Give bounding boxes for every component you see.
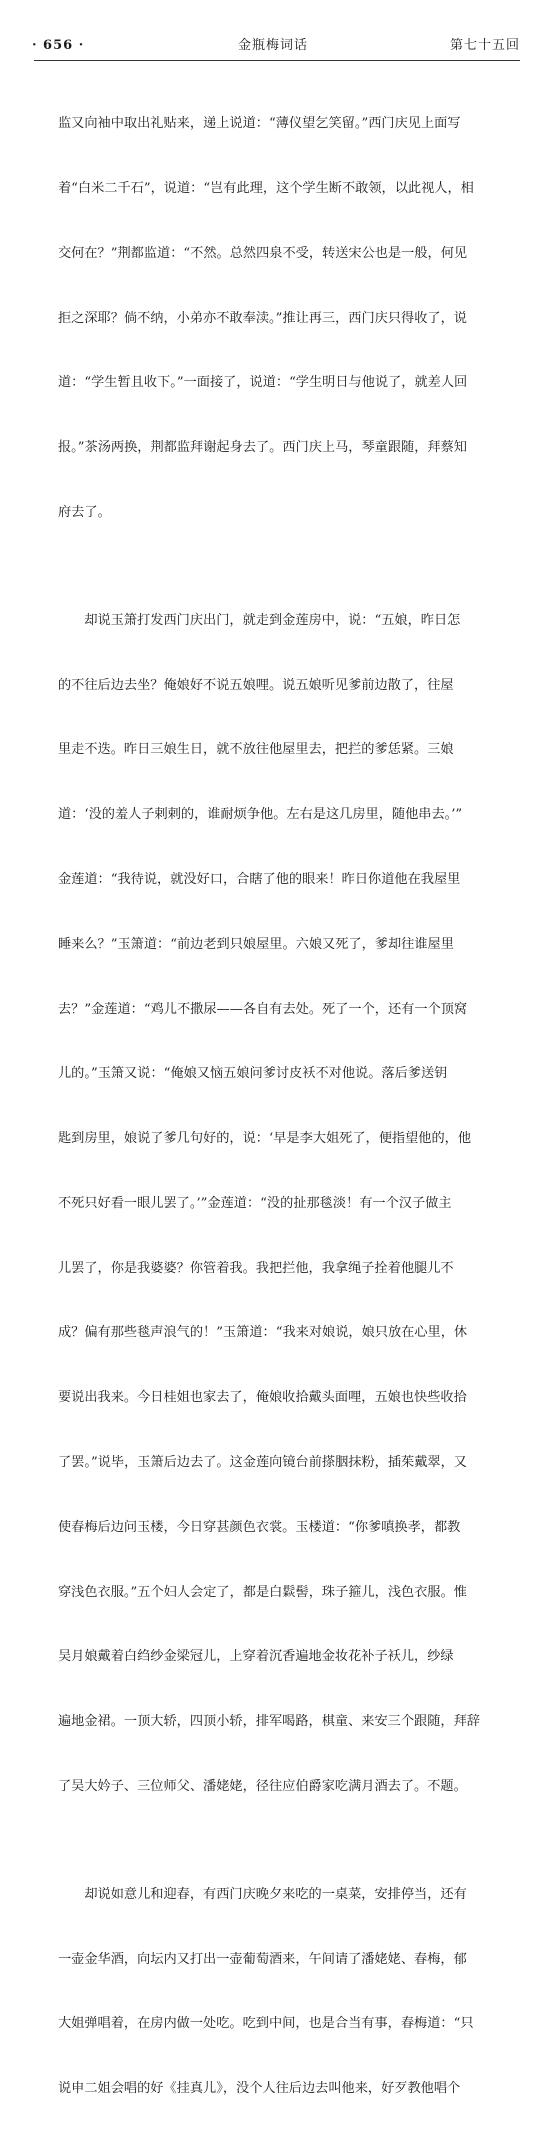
- text-line: 报。”茶汤两换，荆都监拜谢起身去了。西门庆上马，琴童跟随，拜蔡知: [58, 440, 467, 456]
- book-title: 金瓶梅词话: [237, 38, 308, 53]
- text-line: 吴月娘戴着白绉纱金梁冠儿，上穿着沉香遍地金妆花补子袄儿，纱绿: [58, 1649, 454, 1665]
- text-line: 的不往后边去坐？俺娘好不说五娘哩。说五娘听见爹前边散了，往屋: [58, 677, 454, 693]
- text-line: 着“白米二千石”，说道：“岂有此理，这个学生断不敢领，以此视人，相: [58, 180, 474, 196]
- text-line: 却说如意儿和迎春，有西门庆晚夕来吃的一桌菜，安排停当，还有: [58, 1886, 467, 1902]
- chapter-title: 第七十五回: [449, 38, 520, 53]
- paragraph-1: [58, 70, 506, 567]
- text-line: 睡来么？”玉箫道：“前边老到只娘屋里。六娘又死了，爹却往谁屋里: [58, 936, 454, 952]
- text-line: 说申二姐会唱的好《挂真儿》，没个人往后边去叫他来，好歹教他唱个: [58, 2081, 461, 2097]
- text-line: 道：‘没的羞人子剌剌的，谁耐烦争他。左右是这几房里，随他串去。’”: [58, 807, 463, 823]
- paragraph-3: [58, 1841, 506, 2143]
- text-line: 里走不迭。昨日三娘生日，就不放往他屋里去，把拦的爹恁紧。三娘: [58, 742, 454, 758]
- page-header: [26, 36, 520, 58]
- text-line: 穿浅色衣服。”五个妇人会定了，都是白鬏髻，珠子箍儿，浅色衣服。惟: [58, 1584, 467, 1600]
- text-line: 监又向袖中取出礼贴来，递上说道：“薄仪望乞笑留。”西门庆见上面写: [58, 116, 461, 132]
- text-line: 匙到房里，娘说了爹几句好的，说：‘早是李大姐死了，便指望他的，他: [58, 1131, 472, 1147]
- text-line: 交何在？”荆都监道：“不然。总然四泉不受，转送宋公也是一般，何见: [58, 245, 468, 261]
- text-line: 道：“学生暂且收下。”一面接了，说道：“学生明日与他说了，就差人回: [58, 375, 468, 391]
- body-text: [58, 70, 506, 2143]
- page-number: · 656 ·: [32, 38, 85, 53]
- text-line: 不死只好看一眼儿罢了。’”金莲道：“没的扯那毯淡！有一个汉子做主: [58, 1195, 452, 1211]
- text-line: 去？”金莲道：“鸡儿不撒尿——各自有去处。死了一个，还有一个顶窝: [58, 1001, 468, 1017]
- text-line: 要说出我来。今日桂姐也家去了，俺娘收拾戴头面哩，五娘也快些收拾: [58, 1390, 467, 1406]
- text-line: 拒之深耶？倘不纳，小弟亦不敢奉渎。”推让再三，西门庆只得收了，说: [58, 310, 467, 326]
- text-line: 一壶金华酒，向坛内又打出一壶葡萄酒来，午间请了潘姥姥、春梅，郁: [58, 1951, 467, 1967]
- text-line: 却说玉箫打发西门庆出门，就走到金莲房中，说：“五娘，昨日怎: [58, 612, 461, 628]
- text-line: 使春梅后边问玉楼，今日穿甚颜色衣裳。玉楼道：“你爹嗔换孝，都教: [58, 1519, 461, 1535]
- text-line: 了罢。”说毕，玉箫后边去了。这金莲向镜台前搽胭抹粉，插茱戴翠，又: [58, 1455, 467, 1470]
- text-line: 儿罢了，你是我婆婆？你管着我。我把拦他，我拿绳子拴着他腿儿不: [58, 1260, 454, 1276]
- text-line: 遍地金裙。一顶大轿，四顶小轿，排军喝路，棋童、来安三个跟随，拜辞: [58, 1714, 480, 1730]
- text-line: 成？偏有那些毯声浪气的！”玉箫道：“我来对娘说，娘只放在心里，休: [58, 1325, 468, 1341]
- text-line: 府去了。: [58, 504, 111, 520]
- header-divider: [34, 60, 520, 61]
- text-line: 儿的。”玉箫又说：“俺娘又恼五娘问爹讨皮袄不对他说。落后爹送钥: [58, 1066, 448, 1082]
- paragraph-2: [58, 567, 506, 1841]
- text-line: 金莲道：“我待说，就没好口，合瞎了他的眼来！昨日你道他在我屋里: [58, 871, 461, 887]
- text-line: 大姐弹唱着，在房内做一处吃。吃到中间，也是合当有事，春梅道：“只: [58, 2016, 474, 2032]
- text-line: 了吴大妗子、三位师父、潘姥姥，径往应伯爵家吃满月酒去了。不题。: [58, 1778, 467, 1794]
